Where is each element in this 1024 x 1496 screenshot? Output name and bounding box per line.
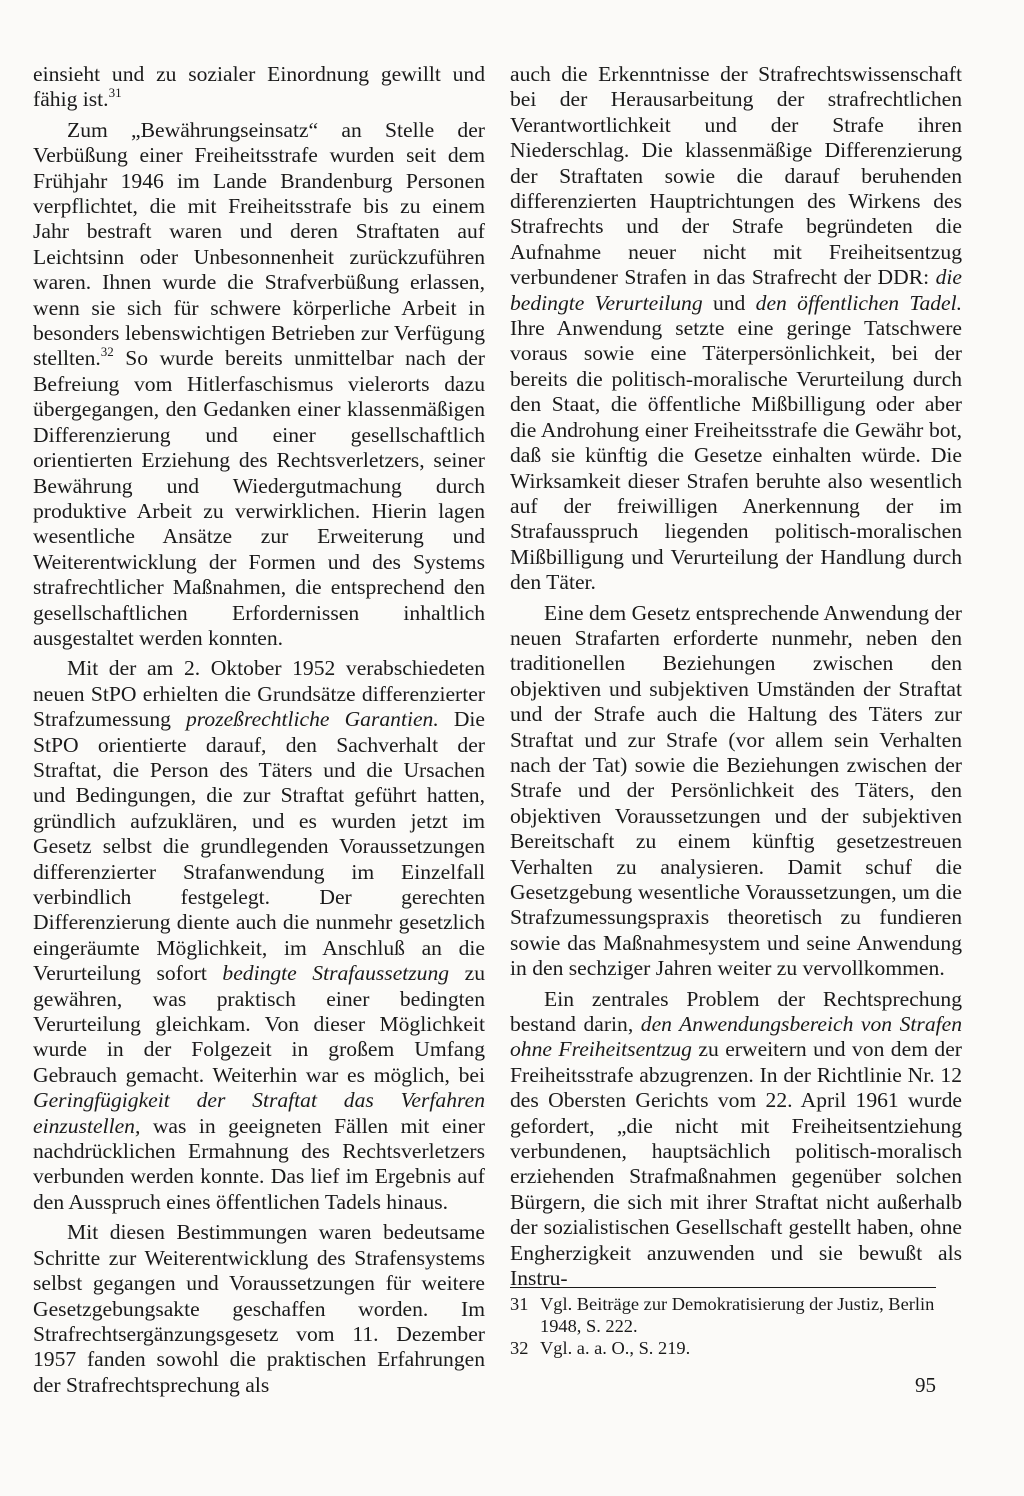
footnotes <box>510 1293 964 1359</box>
left-text-column <box>33 62 485 1398</box>
emphasis-text: prozeßrechtliche Garantien. <box>186 707 439 732</box>
right-text-column <box>510 62 962 1292</box>
emphasis-text: bedingte Strafaussetzung <box>222 961 450 986</box>
footnote-reference: 32 <box>100 344 114 360</box>
paragraph <box>33 62 485 113</box>
paragraph <box>510 987 962 1292</box>
paragraph-text: einsieht und zu sozialer Einordnung gewillt und fähig ist. <box>33 62 485 112</box>
footnote <box>510 1293 964 1337</box>
paragraph-text: Zum „Bewährungseinsatz“ an Stelle der Verbüßung einer Freiheitsstrafe wurden seit dem Frühjahr 1946 im Lande Brandenburg Personen verpflichtet, die mit Freiheitsstrafe bis zu einem Jahr bestraft waren und deren Straftaten auf Leichtsinn oder Unbesonnenheit zurückzuführen waren. Ihnen wurde die Strafverbüßung erlassen, wenn sie sich für schwere körperliche Arbeit in besonders lebenswichtigen Betrieben zur Verfügung stellten. <box>33 117 485 371</box>
paragraph-text: zu gewähren, was praktisch einer bedingten Verurteilung gleichkam. Von dieser Möglichkeit wurde in der Folgezeit in großem Umfang Gebrauch gemacht. Weiterhin war es möglich, bei <box>33 961 485 1087</box>
emphasis-text: Geringfügigkeit der Straftat das Verfahren einzustellen, <box>33 1088 485 1138</box>
paragraph-text: Ein zentrales Problem der Rechtsprechung bestand darin, <box>510 986 962 1037</box>
footnote-text: Vgl. Beiträge zur Demokratisierung der Justiz, Berlin 1948, S. 222. <box>540 1294 935 1336</box>
paragraph <box>33 1220 485 1398</box>
emphasis-text: die bedingte Verurteilung <box>510 265 962 315</box>
emphasis-text: den öffentlichen Tadel. <box>755 290 963 315</box>
paragraph <box>510 62 962 596</box>
paragraph-text: Ihre Anwendung setzte eine geringe Tatschwere voraus sowie eine Täterpersönlichkeit, bei der bereits die politisch-moralische Verurteilung durch den Staat, die öffentliche Mißbilligung oder aber die Androhung einer Freiheitsstrafe die Gewähr bot, daß sie künftig die Gesetze einhalten würde. Die Wirksamkeit dieser Strafen beruhte also wesentlich auf der freiwilligen Anerkennung der im Strafausspruch liegenden politisch-moralischen Mißbilligung und Verurteilung der Handlung durch den Täter. <box>510 316 962 595</box>
paragraph-text: Die StPO orientierte darauf, den Sachverhalt der Straftat, die Person des Täters und die Ursachen und Bedingungen, die zur Straftat geführt hatten, gründlich aufzuklären, und es wurden jetzt im Gesetz selbst die grundlegenden Voraussetzungen differenzierter Strafanwendung im Einzelfall verbindlich festgelegt. Der gerechten Differenzierung diente auch die nunmehr gesetzlich eingeräumte Möglichkeit, im Anschluß an die Verurteilung sofort <box>33 707 485 986</box>
footnote-divider <box>510 1287 936 1288</box>
footnote-reference: 31 <box>108 85 122 101</box>
paragraph <box>510 601 962 982</box>
paragraph-text: Eine dem Gesetz entsprechende Anwendung der neuen Strafarten erforderte nunmehr, neben den traditionellen Beziehungen zwischen den objektiven und subjektiven Umständen der Straftat und der Strafe auch die Haltung des Täters zur Straftat und zur Strafe (vor allem sein Verhalten nach der Tat) sowie die Beziehungen zwischen der Strafe und der Persönlichkeit des Täters, den objektiven Voraussetzungen und der subjektiven Bereitschaft zu einem künftig gesetzestreuen Verhalten zu analysieren. Damit schuf die Gesetzgebung wesentliche Voraussetzungen, um die Strafzumessungspraxis theoretisch zu fundieren sowie das Maßnahmesystem und seine Anwendung in den sechziger Jahren weiter zu vervollkommen. <box>510 600 962 981</box>
footnote-number: 32 <box>510 1338 529 1358</box>
paragraph-text: zu erweitern und von dem der Freiheitsstrafe abzugrenzen. In der Richtlinie Nr. 12 des Obersten Gerichts vom 22. April 1961 wurde gefordert, „die nicht mit Freiheitsentziehung verbundenen, hauptsächlich politisch-moralisch erziehenden Strafmaßnahmen gegenüber solchen Bürgern, die sich mit ihrer Straftat nicht außerhalb der sozialistischen Gesellschaft gestellt haben, ohne Engherzigkeit anzuwenden und sie bewußt als Instru- <box>510 1037 962 1291</box>
paragraph-text: auch die Erkenntnisse der Strafrechtswissenschaft bei der Herausarbeitung der strafrechtlichen Verantwortlichkeit und der Strafe ihren Niederschlag. Die klassenmäßige Differenzierung der Straftaten sowie die darauf beruhenden differenzierten Hauptrichtungen des Wirkens des Strafrechts und der Strafe begründeten die Aufnahme neuer nicht mit Freiheitsentzug verbundener Strafen in das Strafrecht der DDR: <box>510 62 962 290</box>
footnote-text: Vgl. a. a. O., S. 219. <box>540 1338 691 1358</box>
paragraph-text: was in geeigneten Fällen mit einer nachdrücklichen Ermahnung des Rechtsverletzers verbunden werden konnte. Das lief im Ergebnis auf den Ausspruch eines öffentlichen Tadels hinaus. <box>33 1113 485 1214</box>
paragraph-text: und <box>702 290 756 315</box>
emphasis-text: den Anwendungsbereich von Strafen ohne Freiheitsentzug <box>510 1012 962 1062</box>
paragraph-text: Mit der am 2. Oktober 1952 verabschiedeten neuen StPO erhielten die Grundsätze differenzierter Strafzumessung <box>33 656 485 732</box>
paragraph-text: So wurde bereits unmittelbar nach der Befreiung vom Hitlerfaschismus vielerorts dazu übergegangen, den Gedanken einer klassenmäßigen Differenzierung und einer gesellschaftlich orientierten Erziehung des Rechtsverletzers, seiner Bewährung und Wiedergutmachung durch produktive Arbeit zu verwirklichen. Hierin lagen wesentliche Ansätze zur Erweiterung und Weiterentwicklung der Formen und des Systems strafrechtlicher Maßnahmen, die entsprechend den gesellschaftlichen Erfordernissen inhaltlich ausgestaltet werden konnten. <box>33 346 485 650</box>
footnote <box>510 1337 964 1359</box>
page-number: 95 <box>915 1373 936 1397</box>
footnote-number: 31 <box>510 1294 529 1314</box>
paragraph-text: Mit diesen Bestimmungen waren bedeutsame Schritte zur Weiterentwicklung des Strafensystems selbst gegangen und Voraussetzungen für weitere Gesetzgebungsakte geschaffen worden. Im Strafrechtsergänzungsgesetz vom 11. Dezember 1957 fanden sowohl die praktischen Erfahrungen der Strafrechtsprechung als <box>33 1220 485 1397</box>
paragraph <box>33 656 485 1215</box>
paragraph <box>33 118 485 652</box>
